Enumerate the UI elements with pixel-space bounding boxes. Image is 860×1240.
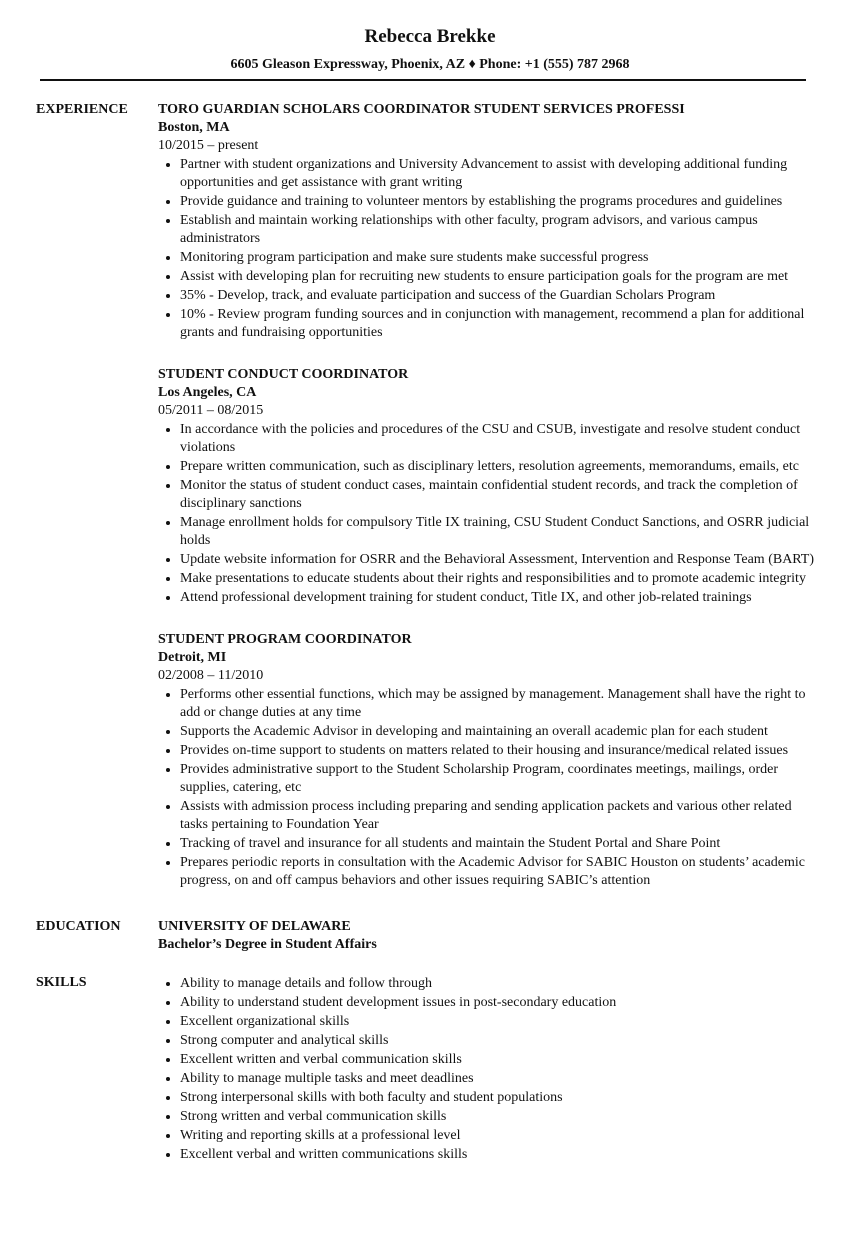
skill-item: • Writing and reporting skills at a professional level	[180, 1126, 818, 1145]
job-bullet: • Update website information for OSRR and the Behavioral Assessment, Intervention and Response Team (BART)	[180, 550, 818, 569]
skills-section	[0, 974, 860, 1164]
candidate-name: Rebecca Brekke	[364, 26, 496, 47]
skill-item: • Excellent written and verbal communication skills	[180, 1050, 818, 1069]
job-bullet: • 35% - Develop, track, and evaluate participation and success of the Guardian Scholars Program	[180, 286, 818, 305]
skill-item: • Excellent verbal and written communications skills	[180, 1145, 818, 1164]
job-bullet: • Supports the Academic Advisor in developing and maintaining an overall academic plan for each student	[180, 722, 818, 741]
skill-item: • Ability to manage multiple tasks and meet deadlines	[180, 1069, 818, 1088]
job-bullet: • Monitoring program participation and make sure students make successful progress	[180, 248, 818, 267]
job-title: TORO GUARDIAN SCHOLARS COORDINATOR STUDENT SERVICES PROFESSI	[158, 102, 685, 117]
skills-body	[158, 974, 818, 1164]
contact-line: 6605 Gleason Expressway, Phoenix, AZ ♦ Phone: +1 (555) 787 2968	[230, 57, 630, 72]
experience-entry	[158, 366, 818, 607]
skill-item: • Strong computer and analytical skills	[180, 1031, 818, 1050]
job-dates: 10/2015 – present	[158, 138, 259, 153]
skills-list	[158, 974, 818, 1164]
job-location: Boston, MA	[158, 120, 230, 135]
job-bullet-list	[158, 685, 818, 890]
experience-list	[158, 101, 818, 890]
job-bullet: • Attend professional development training for student conduct, Title IX, and other job-related trainings	[180, 588, 818, 607]
skill-item: • Ability to understand student development issues in post-secondary education	[180, 993, 818, 1012]
education-body	[158, 918, 818, 954]
education-school: UNIVERSITY OF DELAWARE	[158, 919, 351, 934]
resume-header	[0, 0, 860, 81]
job-title: STUDENT CONDUCT COORDINATOR	[158, 367, 409, 382]
education-degree: Bachelor’s Degree in Student Affairs	[158, 937, 377, 952]
job-bullet: • Provide guidance and training to volunteer mentors by establishing the programs procedures and guidelines	[180, 192, 818, 211]
header-divider	[40, 79, 806, 81]
experience-entry	[158, 631, 818, 890]
job-bullet: • In accordance with the policies and procedures of the CSU and CSUB, investigate and resolve student conduct violations	[180, 420, 818, 457]
job-location: Los Angeles, CA	[158, 385, 257, 400]
skill-item: • Strong interpersonal skills with both faculty and student populations	[180, 1088, 818, 1107]
job-dates: 02/2008 – 11/2010	[158, 668, 264, 683]
section-title-experience: EXPERIENCE	[36, 102, 128, 117]
section-title-education: EDUCATION	[36, 919, 121, 934]
job-bullet: • Prepares periodic reports in consultation with the Academic Advisor for SABIC Houston on students’ academic progress, on and off campus behaviors and other issues requiring SABIC’s attention	[180, 853, 818, 890]
job-bullet: • Make presentations to educate students about their rights and responsibilities and to promote academic integrity	[180, 569, 818, 588]
job-bullet: • Provides administrative support to the Student Scholarship Program, coordinates meetings, mailings, order supplies, catering, etc	[180, 760, 818, 797]
job-bullet: • Assist with developing plan for recruiting new students to ensure participation goals for the program are met	[180, 267, 818, 286]
job-bullet: • Tracking of travel and insurance for all students and maintain the Student Portal and Share Point	[180, 834, 818, 853]
job-bullet: • Provides on-time support to students on matters related to their housing and insurance/medical related issues	[180, 741, 818, 760]
job-location: Detroit, MI	[158, 650, 227, 665]
job-bullet: • Partner with student organizations and University Advancement to assist with developing additional funding opportunities and get assistance with grant writing	[180, 155, 818, 192]
job-bullet-list	[158, 155, 818, 342]
job-bullet: • Prepare written communication, such as disciplinary letters, resolution agreements, memorandums, emails, etc	[180, 457, 818, 476]
section-title-skills: SKILLS	[36, 975, 87, 990]
job-bullet: • Assists with admission process including preparing and sending application packets and various other related tasks pertaining to Foundation Year	[180, 797, 818, 834]
job-bullet: • Monitor the status of student conduct cases, maintain confidential student records, and track the completion of disciplinary sanctions	[180, 476, 818, 513]
skill-item: • Excellent organizational skills	[180, 1012, 818, 1031]
job-title: STUDENT PROGRAM COORDINATOR	[158, 632, 412, 647]
skill-item: • Strong written and verbal communication skills	[180, 1107, 818, 1126]
experience-section	[0, 101, 860, 890]
job-bullet: • Manage enrollment holds for compulsory Title IX training, CSU Student Conduct Sanctions, and OSRR judicial holds	[180, 513, 818, 550]
job-bullet: • Establish and maintain working relationships with other faculty, program advisors, and various campus administrators	[180, 211, 818, 248]
experience-entry	[158, 101, 818, 342]
job-dates: 05/2011 – 08/2015	[158, 403, 264, 418]
skill-item: • Ability to manage details and follow through	[180, 974, 818, 993]
job-bullet-list	[158, 420, 818, 607]
job-bullet: • 10% - Review program funding sources and in conjunction with management, recommend a plan for additional grants and fundraising opportunities	[180, 305, 818, 342]
education-section	[0, 918, 860, 954]
job-bullet: • Performs other essential functions, which may be assigned by management. Management shall have the right to add or change duties at any time	[180, 685, 818, 722]
